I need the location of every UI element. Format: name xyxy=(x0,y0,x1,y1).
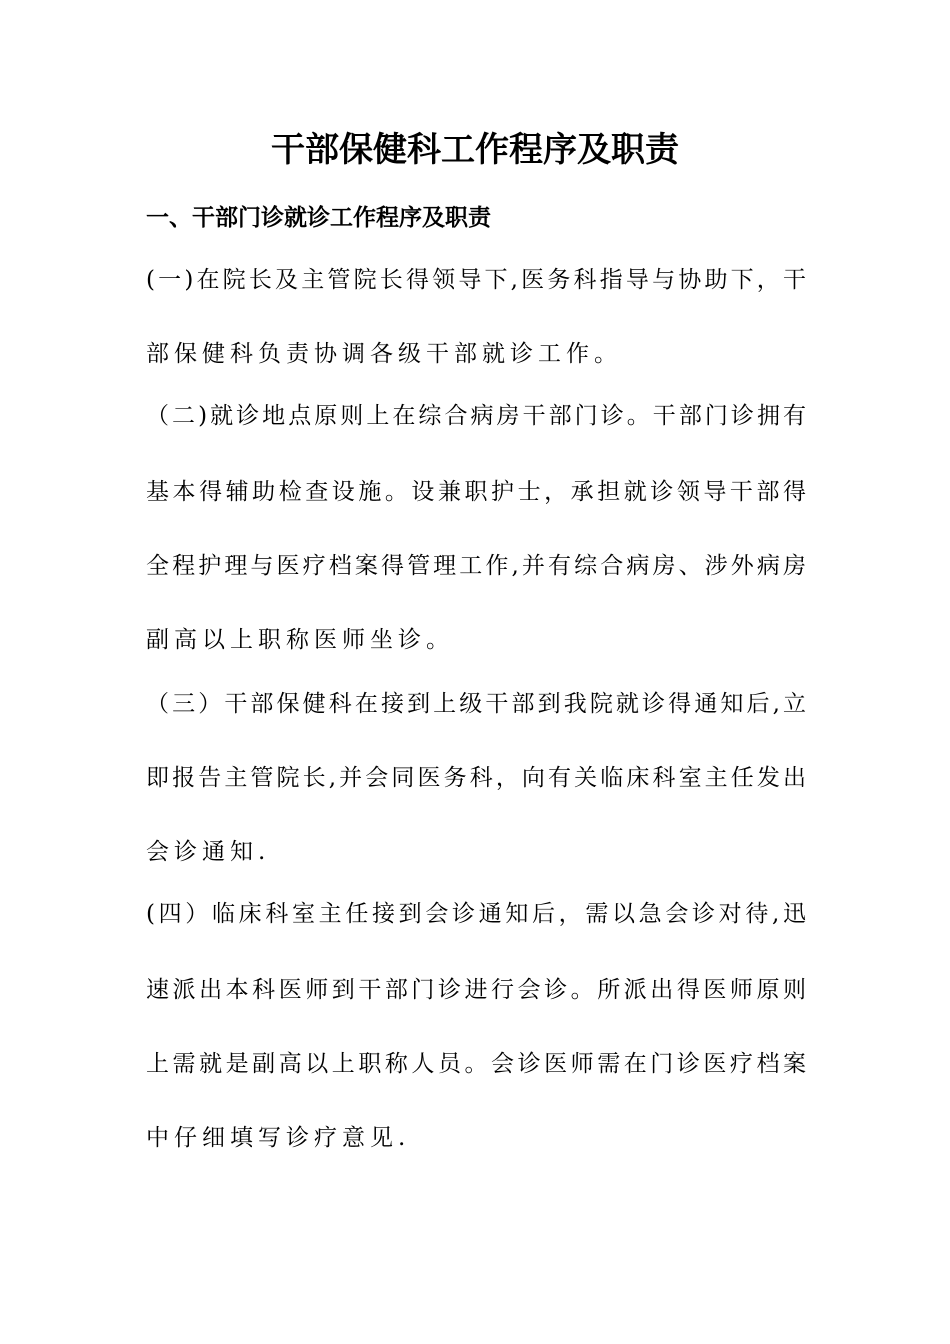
paragraph-line: (一)在院长及主管院长得领导下,医务科指导与协助下，干 xyxy=(146,267,806,293)
paragraph-line: 上需就是副高以上职称人员。会诊医师需在门诊医疗档案 xyxy=(146,1051,806,1077)
paragraph-line: 即报告主管院长,并会同医务科，向有关临床科室主任发出 xyxy=(146,765,806,791)
paragraph-line: 部保健科负责协调各级干部就诊工作。 xyxy=(146,341,622,367)
document-title: 干部保健科工作程序及职责 xyxy=(271,130,679,170)
paragraph-line: （二)就诊地点原则上在综合病房干部门诊。干部门诊拥有 xyxy=(146,403,806,429)
paragraph-line: 会诊通知. xyxy=(146,839,271,865)
paragraph-line: 基本得辅助检查设施。设兼职护士，承担就诊领导干部得 xyxy=(146,479,806,505)
paragraph-line: (四）临床科室主任接到会诊通知后，需以急会诊对待,迅 xyxy=(146,901,806,927)
paragraph-line: 副高以上职称医师坐诊。 xyxy=(146,627,454,653)
paragraph-line: 速派出本科医师到干部门诊进行会诊。所派出得医师原则 xyxy=(146,977,806,1003)
section-heading: 一、干部门诊就诊工作程序及职责 xyxy=(146,205,491,231)
paragraph-line: 中仔细填写诊疗意见. xyxy=(146,1125,411,1151)
paragraph-line: 全程护理与医疗档案得管理工作,并有综合病房、涉外病房 xyxy=(146,553,806,579)
paragraph-line: （三）干部保健科在接到上级干部到我院就诊得通知后,立 xyxy=(146,691,806,717)
